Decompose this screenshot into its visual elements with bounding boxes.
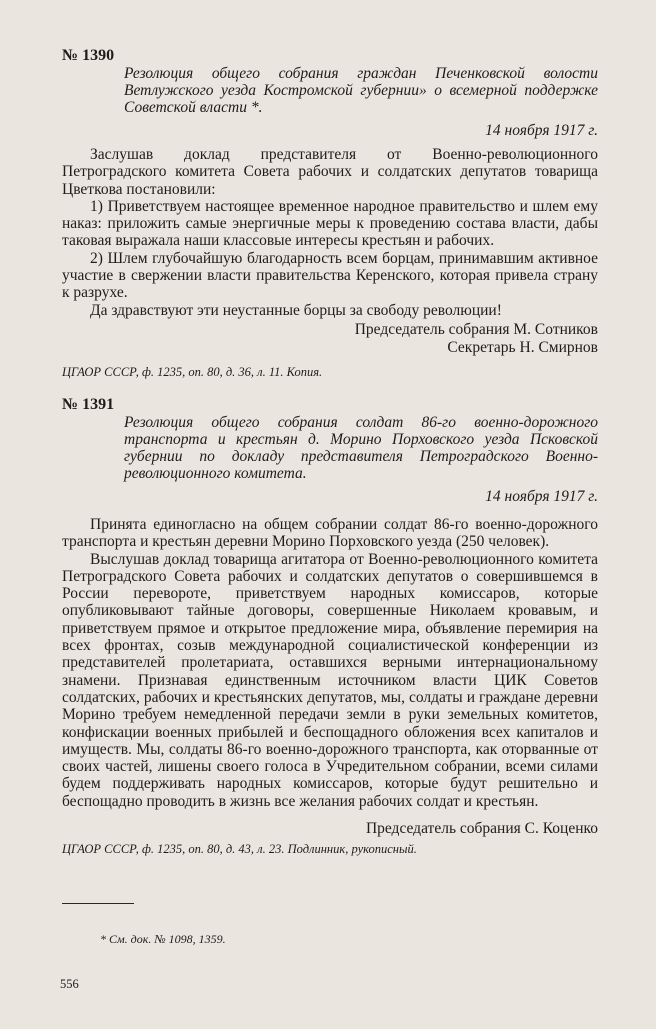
document-1391 bbox=[62, 396, 598, 857]
doc1-para-1: Заслушав доклад представителя от Военно-революционного Петроградского комитета Совета рабочих и солдатских депутатов товарища Цветкова постановили: bbox=[62, 146, 598, 198]
page-number: 556 bbox=[60, 977, 79, 991]
footnote-divider bbox=[62, 903, 134, 904]
doc1-source: ЦГАОР СССР, ф. 1235, оп. 80, д. 36, л. 11. Копия. bbox=[62, 364, 323, 379]
doc2-date: 14 ноября 1917 г. bbox=[485, 488, 598, 505]
doc2-para-1: Принята единогласно на общем собрании солдат 86-го военно-дорожного транспорта и крестьян деревни Морино Порховского уезда (250 человек). bbox=[62, 516, 598, 551]
doc2-para-2: Выслушав доклад товарища агитатора от Военно-революционного комитета Петроградского Совета рабочих и солдатских депутатов о совершившемся в России перевороте, приветствуем народных комиссаров, которые опубликовывают тайные договоры, совершенные Николаем кровавым, и приветствуем прямое и открытое предложение мира, объявление перемирия на всех фронтах, созыв международной социалистической конференции из представителей пролетариата, оставшихся верными интернациональному знамени. Признавая единственным источником власти ЦИК Советов солдатских, рабочих и крестьянских депутатов, мы, солдаты и граждане деревни Морино требуем немедленной передачи земли в руки земельных комитетов, конфискации военных прибылей и беспощадного обложения всех капиталов и имуществ. Мы, солдаты 86-го военно-дорожного транспорта, как оторванные от своих частей, лишены своего голоса в Учредительном собрании, всеми силами будем поддерживать народных комиссаров, которые будут решительно и беспощадно проводить в жизнь все желания рабочих солдат и крестьян. bbox=[62, 550, 598, 810]
doc2-signature-chair: Председатель собрания С. Коценко bbox=[365, 820, 598, 838]
doc2-number: № 1391 bbox=[62, 396, 115, 413]
doc1-date: 14 ноября 1917 г. bbox=[485, 122, 598, 139]
doc1-para-2: 1) Приветствуем настоящее временное народное правительство и шлем ему наказ: приложить самые энергичные меры к проведению состава власти, дабы таковая выражала наши классовые интересы крестьян и рабочих. bbox=[62, 197, 598, 250]
doc2-source: ЦГАОР СССР, ф. 1235, оп. 80, д. 43, л. 23. Подлинник, рукописный. bbox=[62, 842, 417, 857]
doc1-para-4: Да здравствуют эти неустанные борцы за свободу революции! bbox=[90, 301, 502, 319]
doc1-number: № 1390 bbox=[62, 47, 115, 64]
doc1-para-3: 2) Шлем глубочайшую благодарность всем борцам, принимавшим активное участие в свержении власти правительства Керенского, которая привела страну к разрухе. bbox=[62, 249, 598, 302]
doc1-signature-chair: Председатель собрания М. Сотников bbox=[354, 320, 598, 338]
doc2-title: Резолюция общего собрания солдат 86-го военно-дорожного транспорта и крестьян д. Морино Порховского уезда Псковской губернии по докладу представителя Петроградского Военно-революционного комитета. bbox=[124, 414, 598, 482]
footnote: * См. док. № 1098, 1359. bbox=[100, 932, 226, 946]
doc1-title: Резолюция общего собрания граждан Печенковской волости Ветлужского уезда Костромской губернии» о всемерной поддержке Советской власти *. bbox=[124, 65, 598, 116]
document-1390 bbox=[62, 47, 598, 380]
doc1-signature-secretary: Секретарь Н. Смирнов bbox=[447, 338, 598, 356]
